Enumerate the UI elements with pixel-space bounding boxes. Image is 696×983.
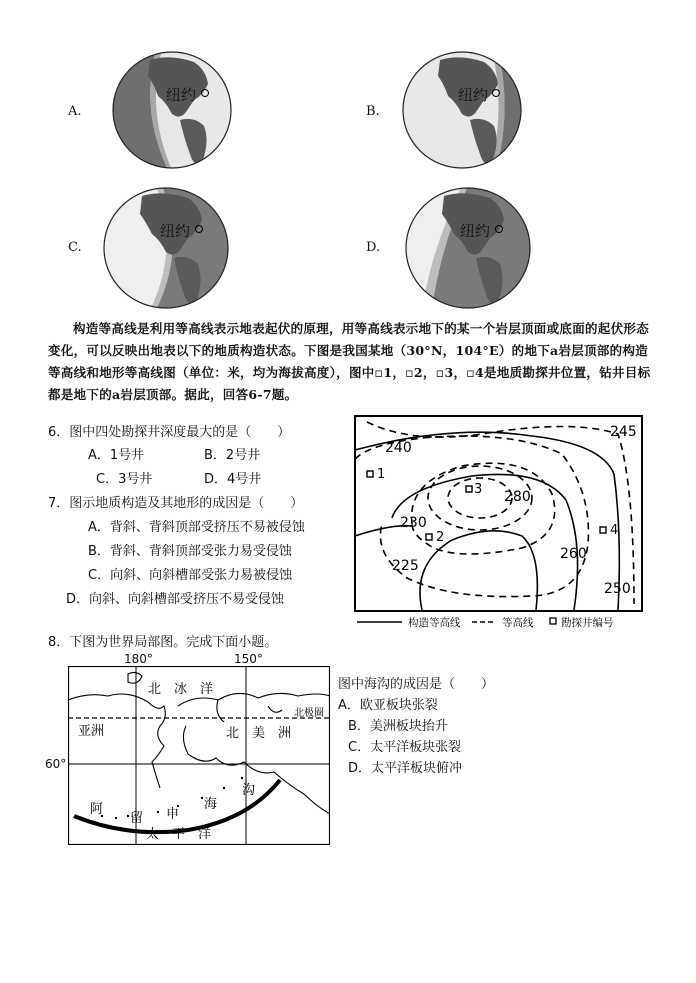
label-arctic-ocean: 北 冰 洋 xyxy=(148,682,214,697)
well-3-label: 3 xyxy=(474,482,483,497)
passage-text: 构造等高线是利用等高线表示地表起伏的原理，用等高线表示地下的某一个岩层顶面或底面的起伏形态变化，可以反映出地表以下的地质构造状态。下图是我国某地（30°N，104°E）的地下a岩层顶部的构造等高线和地形等高线图（单位：米，均为海拔高度），图中▫1，▫2，▫3，▫4是地质勘探井位置，钻井目标都是地下的a岩层顶部。据此，回答6-7题。 xyxy=(48,321,651,402)
question-7-option-d: D．向斜、向斜槽部受挤压不易受侵蚀 xyxy=(66,592,285,607)
well-2-label: 2 xyxy=(436,530,445,545)
label-north-america: 北 美 洲 xyxy=(226,726,292,741)
city-label-a: 纽约 xyxy=(166,86,197,104)
legend-structural: 构造等高线 xyxy=(408,617,461,629)
legend-terrain: 等高线 xyxy=(502,617,534,629)
question-6-option-d: D．4号井 xyxy=(204,472,262,487)
option-b-letter: B. xyxy=(366,104,380,119)
label-trench-5: 沟 xyxy=(242,783,256,798)
well-1-label: 1 xyxy=(377,467,386,482)
contour-map xyxy=(352,414,646,632)
city-dot-b xyxy=(492,89,500,97)
contour-label-230: 230 xyxy=(400,515,427,531)
question-7-option-a: A．背斜、背斜顶部受挤压不易被侵蚀 xyxy=(88,520,305,535)
label-pacific-ocean: 太 平 洋 xyxy=(146,827,212,842)
globe-d xyxy=(402,186,534,310)
question-8-option-b: B．美洲板块抬升 xyxy=(348,719,448,734)
label-trench-1: 阿 xyxy=(90,802,104,817)
city-label-b: 纽约 xyxy=(458,86,489,104)
contour-label-280: 280 xyxy=(504,489,531,505)
city-dot-a xyxy=(201,89,209,97)
lon-label-150: 150° xyxy=(234,652,263,666)
question-7-option-b: B．背斜、背斜顶部受张力易受侵蚀 xyxy=(88,544,292,559)
globe-a xyxy=(110,50,236,170)
globe-b xyxy=(400,50,526,170)
contour-label-260: 260 xyxy=(560,546,587,562)
legend-well: 勘探井编号 xyxy=(561,617,614,629)
question-6-stem: 6．图中四处勘探井深度最大的是（ ） xyxy=(48,425,291,440)
globe-c xyxy=(100,186,232,310)
city-label-d: 纽约 xyxy=(460,222,491,240)
well-4-label: 4 xyxy=(610,523,619,538)
contour-label-245: 245 xyxy=(610,424,637,440)
question-7-stem: 7．图示地质构造及其地形的成因是（ ） xyxy=(48,496,304,511)
city-dot-c xyxy=(195,225,203,233)
option-c-letter: C. xyxy=(68,240,82,255)
question-7-option-c: C．向斜、向斜槽部受张力易被侵蚀 xyxy=(88,568,293,583)
option-a-letter: A. xyxy=(68,104,82,119)
world-map xyxy=(68,666,330,845)
label-trench-3: 申 xyxy=(166,807,180,822)
question-6-option-a: A．1号井 xyxy=(88,448,145,463)
city-dot-d xyxy=(495,225,503,233)
contour-label-250: 250 xyxy=(604,581,631,597)
contour-label-225: 225 xyxy=(392,558,419,574)
lat-label-60: 60° xyxy=(45,757,67,771)
city-label-c: 纽约 xyxy=(160,222,191,240)
question-8-option-c: C．太平洋板块张裂 xyxy=(348,740,462,755)
label-trench-4: 海 xyxy=(204,797,218,812)
question-6-option-b: B．2号井 xyxy=(204,448,261,463)
contour-label-240: 240 xyxy=(385,440,412,456)
label-arctic-circle: 北极圈 xyxy=(294,708,324,719)
question-6-option-c: C．3号井 xyxy=(96,472,153,487)
question-8-option-a: A．欧亚板块张裂 xyxy=(338,698,438,713)
option-d-letter: D. xyxy=(366,240,381,255)
question-8-sub-stem: 图中海沟的成因是（ ） xyxy=(338,677,495,692)
lon-label-180: 180° xyxy=(124,652,153,666)
question-8-stem: 8．下图为世界局部图。完成下面小题。 xyxy=(48,635,278,650)
question-8-option-d: D．太平洋板块俯冲 xyxy=(348,761,463,776)
label-trench-2: 留 xyxy=(130,811,144,826)
label-asia: 亚洲 xyxy=(78,724,105,739)
